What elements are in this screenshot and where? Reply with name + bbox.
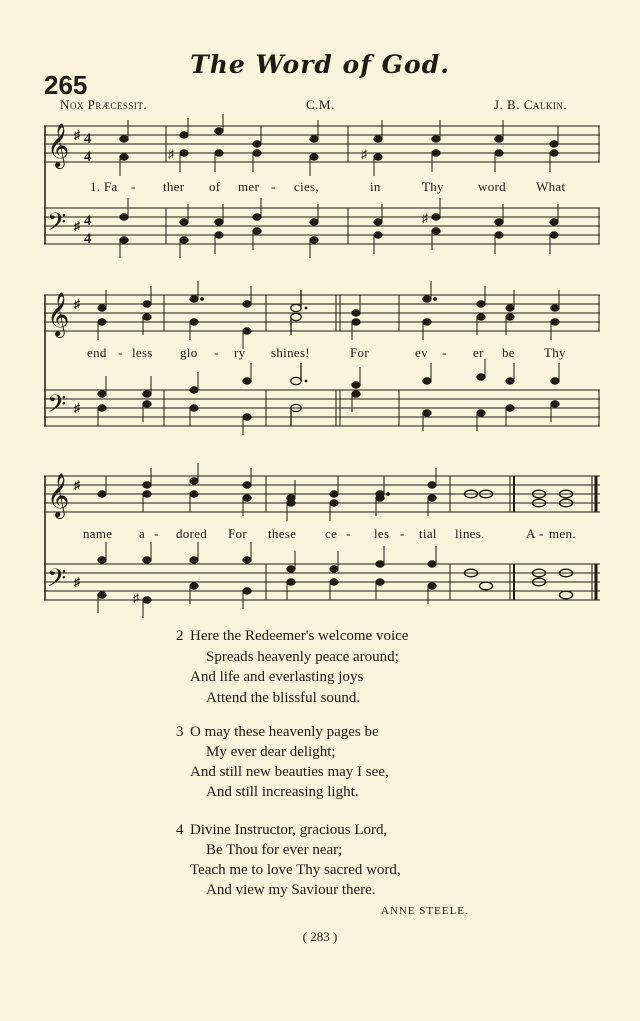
lyric-syllable: less [132, 345, 153, 360]
lyric-syllable: ce [325, 526, 338, 541]
verse-line: Teach me to love Thy sacred word, [190, 862, 401, 878]
lyric-syllable: les [374, 526, 390, 541]
lyric-syllable: cies, [294, 179, 319, 194]
staff-notation-1 [44, 118, 600, 268]
svg-text:4: 4 [84, 131, 92, 147]
lyric-syllable: - [154, 526, 159, 541]
verse-number: 4 [176, 822, 184, 838]
verse-line: Spreads heavenly peace around; [206, 649, 399, 665]
svg-text:♯: ♯ [74, 297, 80, 311]
lyric-syllable: Thy [544, 345, 566, 360]
composer: J. B. Calkin. [494, 97, 568, 112]
svg-text:𝄢: 𝄢 [47, 208, 67, 243]
lyric-syllable: end [87, 345, 107, 360]
lyric-syllable: Thy [422, 179, 444, 194]
verse-line: Be Thou for ever near; [206, 842, 343, 858]
svg-text:♯: ♯ [133, 591, 139, 605]
lyric-syllable: mer [238, 179, 260, 194]
music-system-1 [44, 118, 600, 268]
lyric-syllable: - [442, 345, 447, 360]
page-number: ( 283 ) [302, 929, 338, 944]
svg-text:𝄢: 𝄢 [47, 564, 67, 599]
verse-line: And view my Saviour there. [206, 882, 376, 898]
svg-text:𝄞: 𝄞 [47, 473, 70, 517]
lyric-syllable: glo [180, 345, 198, 360]
svg-text:♯: ♯ [74, 128, 80, 142]
svg-text:4: 4 [84, 149, 92, 165]
lyric-syllable: be [502, 345, 515, 360]
lyric-syllable: word [478, 179, 506, 194]
lyric-syllable: For [228, 526, 247, 541]
lyric-syllable: dored [176, 526, 208, 541]
svg-text:4: 4 [84, 213, 92, 229]
lyric-syllable: A [526, 526, 536, 541]
lyric-syllable: For [350, 345, 369, 360]
svg-text:♯: ♯ [74, 401, 80, 415]
svg-text:4: 4 [84, 231, 92, 247]
lyric-syllable: ev [415, 345, 428, 360]
verse-line: And still increasing light. [206, 784, 359, 800]
lyric-syllable: these [268, 526, 297, 541]
lyric-syllable: - [400, 526, 405, 541]
verse-line: And still new beauties may I see, [190, 764, 389, 780]
svg-text:♯: ♯ [361, 147, 367, 161]
svg-text:♯: ♯ [74, 575, 80, 589]
verse-number: 2 [176, 628, 184, 644]
lyric-syllable: ther [163, 179, 185, 194]
svg-text:𝄞: 𝄞 [47, 123, 70, 167]
lyric-syllable: tial [419, 526, 437, 541]
lyric-syllable: a [139, 526, 146, 541]
music-system-2 [44, 285, 600, 440]
lyric-syllable: ry [234, 345, 246, 360]
lyric-syllable: - [131, 179, 136, 194]
tune-name: Nox Præcessit. [60, 97, 148, 112]
meter: C.M. [306, 97, 335, 112]
lyric-syllable: 1. Fa [90, 179, 118, 194]
verse-line: O may these heavenly pages be [190, 724, 379, 740]
lyric-syllable: What [536, 179, 566, 194]
verse-line: Attend the blissful sound. [206, 690, 361, 706]
lyric-syllable: in [370, 179, 381, 194]
lyric-syllable: - [539, 526, 544, 541]
music-system-3 [44, 468, 600, 613]
lyric-syllable: - [346, 526, 351, 541]
svg-text:♯: ♯ [422, 211, 428, 225]
svg-text:𝄞: 𝄞 [47, 292, 70, 336]
lyric-syllable: - [214, 345, 219, 360]
verse-line: Here the Redeemer's welcome voice [190, 628, 409, 644]
verse-number: 3 [176, 724, 184, 740]
svg-text:♯: ♯ [168, 147, 174, 161]
hymn-number: 265 [44, 70, 88, 100]
svg-text:♯: ♯ [74, 478, 80, 492]
verse-line: My ever dear delight; [206, 744, 336, 760]
lyric-syllable: - [118, 345, 123, 360]
svg-text:♯: ♯ [74, 219, 80, 233]
lyric-syllable: - [271, 179, 276, 194]
lyric-syllable: lines. [455, 526, 485, 541]
lyric-syllable: er [473, 345, 484, 360]
hymn-title: The Word of God. [190, 50, 450, 79]
lyric-syllable: name [83, 526, 113, 541]
svg-text:𝄢: 𝄢 [47, 390, 67, 425]
staff-notation-3 [44, 468, 600, 613]
lyric-syllable: men. [549, 526, 576, 541]
verse-line: And life and everlasting joys [190, 669, 364, 685]
author: ANNE STEELE. [381, 905, 469, 917]
lyric-syllable: of [209, 179, 221, 194]
staff-notation-2 [44, 285, 600, 440]
lyric-syllable: shines! [271, 345, 310, 360]
verse-line: Divine Instructor, gracious Lord, [190, 822, 388, 838]
